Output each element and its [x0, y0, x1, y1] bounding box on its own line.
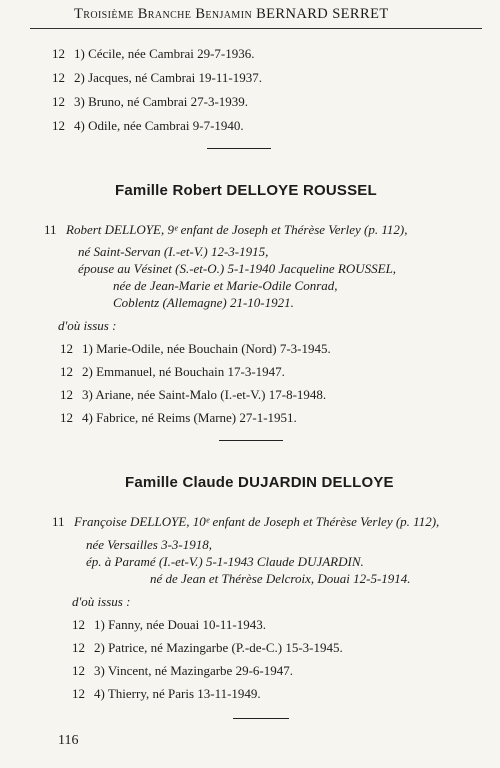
list-item	[60, 410, 297, 426]
list-item	[60, 364, 285, 380]
list-item	[72, 617, 266, 633]
issue-label: d'où issus :	[58, 318, 117, 333]
entry-text: 1) Fanny, née Douai 10-11-1943.	[94, 617, 266, 632]
list-item	[72, 640, 343, 656]
list-item	[72, 686, 261, 702]
entry-text: Coblentz (Allemagne) 21-10-1921.	[113, 295, 294, 310]
issue-label: d'où issus :	[72, 594, 131, 609]
generation-number: 12	[52, 46, 65, 61]
generation-number: 12	[72, 686, 85, 701]
parent-entry	[52, 514, 439, 530]
list-item	[60, 341, 331, 357]
section-separator	[219, 440, 283, 441]
entry-text: né Saint-Servan (I.-et-V.) 12-3-1915,	[78, 244, 269, 259]
section-title: Famille Claude DUJARDIN DELLOYE	[125, 474, 394, 491]
entry-text: 3) Bruno, né Cambrai 27-3-1939.	[74, 94, 249, 109]
generation-number: 12	[72, 617, 85, 632]
generation-number: 12	[72, 663, 85, 678]
generation-number: 12	[60, 410, 73, 425]
section-title: Famille Robert DELLOYE ROUSSEL	[115, 182, 377, 199]
generation-number: 12	[52, 118, 65, 133]
list-item	[52, 70, 262, 86]
entry-text: 2) Jacques, né Cambrai 19-11-1937.	[74, 70, 262, 85]
running-head: Troisième Branche Benjamin BERNARD SERRET	[74, 6, 389, 22]
generation-number: 12	[52, 94, 65, 109]
generation-number: 11	[52, 514, 65, 529]
entry-text: Robert DELLOYE, 9ᵉ enfant de Joseph et Thérèse Verley (p. 112),	[66, 222, 408, 237]
entry-text: épouse au Vésinet (S.-et-O.) 5-1-1940 Jacqueline ROUSSEL,	[78, 261, 397, 276]
entry-text: 4) Fabrice, né Reims (Marne) 27-1-1951.	[82, 410, 297, 425]
section-separator	[233, 718, 289, 719]
generation-number: 12	[52, 70, 65, 85]
entry-text: 1) Marie-Odile, née Bouchain (Nord) 7-3-1945.	[82, 341, 331, 356]
entry-text: 2) Emmanuel, né Bouchain 17-3-1947.	[82, 364, 285, 379]
list-item	[52, 46, 255, 62]
entry-text: née de Jean-Marie et Marie-Odile Conrad,	[113, 278, 338, 293]
entry-text: Françoise DELLOYE, 10ᵉ enfant de Joseph et Thérèse Verley (p. 112),	[74, 514, 440, 529]
entry-text: 4) Thierry, né Paris 13-11-1949.	[94, 686, 261, 701]
list-item	[52, 118, 244, 134]
entry-text: né de Jean et Thérèse Delcroix, Douai 12-5-1914.	[150, 571, 411, 586]
generation-number: 12	[60, 341, 73, 356]
entry-text: 2) Patrice, né Mazingarbe (P.-de-C.) 15-3-1945.	[94, 640, 343, 655]
generation-number: 12	[60, 364, 73, 379]
list-item	[60, 387, 326, 403]
list-item	[72, 663, 293, 679]
generation-number: 12	[72, 640, 85, 655]
generation-number: 12	[60, 387, 73, 402]
entry-text: 3) Vincent, né Mazingarbe 29-6-1947.	[94, 663, 293, 678]
generation-number: 11	[44, 222, 57, 237]
entry-text: 3) Ariane, née Saint-Malo (I.-et-V.) 17-8-1948.	[82, 387, 327, 402]
entry-text: née Versailles 3-3-1918,	[86, 537, 213, 552]
header-rule	[30, 28, 482, 29]
entry-text: 4) Odile, née Cambrai 9-7-1940.	[74, 118, 244, 133]
parent-entry	[44, 222, 407, 238]
entry-text: 1) Cécile, née Cambrai 29-7-1936.	[74, 46, 255, 61]
list-item	[52, 94, 248, 110]
page-number: 116	[58, 733, 79, 748]
entry-text: ép. à Paramé (I.-et-V.) 5-1-1943 Claude DUJARDIN.	[86, 554, 364, 569]
section-separator	[207, 148, 271, 149]
